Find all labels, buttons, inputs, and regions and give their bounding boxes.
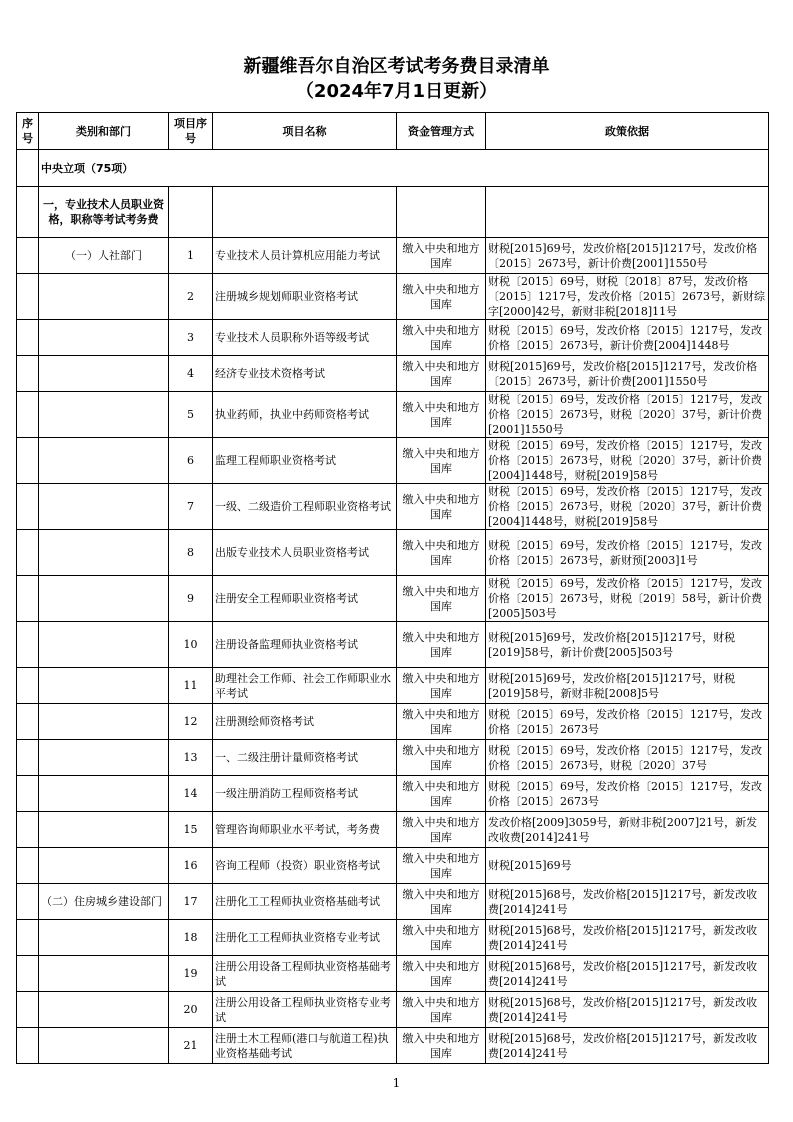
item-no-cell: 12 <box>169 704 213 740</box>
policy-cell: 财税[2015]68号，发改价格[2015]1217号，新发改收费[2014]241号 <box>486 956 769 992</box>
category-cell: （一）人社部门 <box>39 238 169 274</box>
mgmt-cell: 缴入中央和地方国库 <box>397 274 486 320</box>
mgmt-cell: 缴入中央和地方国库 <box>397 438 486 484</box>
mgmt-cell: 缴入中央和地方国库 <box>397 1028 486 1064</box>
table-row <box>17 274 769 320</box>
document-title: 新疆维吾尔自治区考试考务费目录清单 <box>243 56 550 77</box>
mgmt-cell: 缴入中央和地方国库 <box>397 238 486 274</box>
table-row <box>17 530 769 576</box>
table-row <box>17 848 769 884</box>
item-no-cell: 3 <box>169 320 213 356</box>
seq-cell <box>17 530 39 576</box>
item-name-cell: 专业技术人员计算机应用能力考试 <box>213 238 397 274</box>
table-row <box>17 1028 769 1064</box>
table-row <box>17 438 769 484</box>
policy-cell: 财税〔2015〕69号，发改价格〔2015〕1217号，发改价格〔2015〕2673号 <box>486 776 769 812</box>
item-no-cell: 21 <box>169 1028 213 1064</box>
mgmt-cell: 缴入中央和地方国库 <box>397 956 486 992</box>
header-row <box>17 113 769 150</box>
category-cell <box>39 812 169 848</box>
item-name-cell: 一级注册消防工程师资格考试 <box>213 776 397 812</box>
item-no-cell: 13 <box>169 740 213 776</box>
category-cell <box>39 668 169 704</box>
header-item-no: 项目序号 <box>169 113 213 150</box>
category-cell <box>39 438 169 484</box>
item-no-cell: 8 <box>169 530 213 576</box>
policy-cell: 财税〔2015〕69号，财税〔2018〕87号，发改价格〔2015〕1217号，发改价格〔2015〕2673号，新财综字[2000]42号，新财非税[2018]11号 <box>486 274 769 320</box>
policy-cell: 财税[2015]68号，发改价格[2015]1217号，新发改收费[2014]241号 <box>486 920 769 956</box>
header-category: 类别和部门 <box>39 113 169 150</box>
header-policy: 政策依据 <box>486 113 769 150</box>
seq-cell <box>17 812 39 848</box>
seq-cell <box>17 776 39 812</box>
table-row <box>17 320 769 356</box>
policy-cell: 发改价格[2009]3059号，新财非税[2007]21号，新发改收费[2014]241号 <box>486 812 769 848</box>
subsection-row <box>17 187 769 238</box>
category-cell: （二）住房城乡建设部门 <box>39 884 169 920</box>
item-no-cell: 11 <box>169 668 213 704</box>
policy-cell: 财税[2015]69号，发改价格[2015]1217号，财税[2019]58号，新财非税[2008]5号 <box>486 668 769 704</box>
policy-cell: 财税〔2015〕69号，发改价格〔2015〕1217号，发改价格〔2015〕2673号，新财预[2003]1号 <box>486 530 769 576</box>
seq-cell <box>17 392 39 438</box>
mgmt-cell: 缴入中央和地方国库 <box>397 848 486 884</box>
table-row <box>17 356 769 392</box>
policy-cell: 财税[2015]69号，发改价格[2015]1217号，发改价格〔2015〕2673号，新计价费[2001]1550号 <box>486 356 769 392</box>
item-name-cell: 注册安全工程师职业资格考试 <box>213 576 397 622</box>
item-no-cell: 9 <box>169 576 213 622</box>
mgmt-cell: 缴入中央和地方国库 <box>397 740 486 776</box>
table-row <box>17 884 769 920</box>
item-name-cell: 注册公用设备工程师执业资格基础考试 <box>213 956 397 992</box>
policy-cell: 财税[2015]69号，发改价格[2015]1217号，财税[2019]58号，新计价费[2005]503号 <box>486 622 769 668</box>
mgmt-cell: 缴入中央和地方国库 <box>397 392 486 438</box>
item-no-cell: 10 <box>169 622 213 668</box>
category-cell <box>39 740 169 776</box>
policy-cell: 财税〔2015〕69号，发改价格〔2015〕1217号，发改价格〔2015〕2673号 <box>486 704 769 740</box>
mgmt-cell: 缴入中央和地方国库 <box>397 668 486 704</box>
seq-cell <box>17 238 39 274</box>
item-name-cell: 注册城乡规划师职业资格考试 <box>213 274 397 320</box>
item-no-cell: 1 <box>169 238 213 274</box>
seq-cell <box>17 848 39 884</box>
item-no-cell: 16 <box>169 848 213 884</box>
section-label: 中央立项（75项） <box>39 150 769 187</box>
category-cell <box>39 530 169 576</box>
policy-cell: 财税[2015]68号，发改价格[2015]1217号，新发改收费[2014]241号 <box>486 884 769 920</box>
seq-cell <box>17 622 39 668</box>
table-row <box>17 704 769 740</box>
table-row <box>17 812 769 848</box>
page-number: 1 <box>392 1076 401 1090</box>
mgmt-cell: 缴入中央和地方国库 <box>397 576 486 622</box>
category-cell <box>39 622 169 668</box>
seq-cell <box>17 356 39 392</box>
table-row <box>17 740 769 776</box>
category-cell <box>39 320 169 356</box>
item-no-cell: 7 <box>169 484 213 530</box>
seq-cell <box>17 704 39 740</box>
seq-cell <box>17 1028 39 1064</box>
category-cell <box>39 484 169 530</box>
policy-cell: 财税〔2015〕69号，发改价格〔2015〕1217号，发改价格〔2015〕2673号，财税〔2019〕58号，新计价费[2005]503号 <box>486 576 769 622</box>
table-row <box>17 992 769 1028</box>
section-row <box>17 150 769 187</box>
policy-cell: 财税[2015]69号 <box>486 848 769 884</box>
item-no-cell: 5 <box>169 392 213 438</box>
table-row <box>17 238 769 274</box>
policy-cell: 财税〔2015〕69号，发改价格〔2015〕1217号，发改价格〔2015〕2673号，财税〔2020〕37号，新计价费[2004]1448号，财税[2019]58号 <box>486 484 769 530</box>
item-name-cell: 助理社会工作师、社会工作师职业水平考试 <box>213 668 397 704</box>
fee-table <box>16 112 769 1064</box>
subsection-label: 一，专业技术人员职业资格，职称等考试考务费 <box>39 187 169 238</box>
mgmt-cell: 缴入中央和地方国库 <box>397 530 486 576</box>
category-cell <box>39 920 169 956</box>
category-cell <box>39 992 169 1028</box>
mgmt-cell: 缴入中央和地方国库 <box>397 356 486 392</box>
table-row <box>17 484 769 530</box>
header-mgmt: 资金管理方式 <box>397 113 486 150</box>
mgmt-cell: 缴入中央和地方国库 <box>397 320 486 356</box>
policy-cell: 财税[2015]69号，发改价格[2015]1217号，发改价格〔2015〕2673号，新计价费[2001]1550号 <box>486 238 769 274</box>
item-no-cell: 4 <box>169 356 213 392</box>
category-cell <box>39 274 169 320</box>
table-row <box>17 576 769 622</box>
item-name-cell: 出版专业技术人员职业资格考试 <box>213 530 397 576</box>
policy-cell: 财税〔2015〕69号，发改价格〔2015〕1217号，发改价格〔2015〕2673号，财税〔2020〕37号 <box>486 740 769 776</box>
table-row <box>17 392 769 438</box>
seq-cell <box>17 438 39 484</box>
item-name-cell: 注册化工工程师执业资格专业考试 <box>213 920 397 956</box>
item-name-cell: 注册公用设备工程师执业资格专业考试 <box>213 992 397 1028</box>
item-name-cell: 一级、二级造价工程师职业资格考试 <box>213 484 397 530</box>
item-no-cell: 2 <box>169 274 213 320</box>
header-seq: 序号 <box>17 113 39 150</box>
category-cell <box>39 848 169 884</box>
category-cell <box>39 1028 169 1064</box>
item-name-cell: 监理工程师职业资格考试 <box>213 438 397 484</box>
seq-cell <box>17 576 39 622</box>
mgmt-cell: 缴入中央和地方国库 <box>397 920 486 956</box>
item-name-cell: 经济专业技术资格考试 <box>213 356 397 392</box>
mgmt-cell: 缴入中央和地方国库 <box>397 484 486 530</box>
item-name-cell: 注册土木工程师(港口与航道工程)执业资格基础考试 <box>213 1028 397 1064</box>
table-row <box>17 956 769 992</box>
category-cell <box>39 576 169 622</box>
policy-cell: 财税〔2015〕69号，发改价格〔2015〕1217号，发改价格〔2015〕2673号，财税〔2020〕37号，新计价费[2001]1550号 <box>486 392 769 438</box>
policy-cell: 财税[2015]68号，发改价格[2015]1217号，新发改收费[2014]241号 <box>486 1028 769 1064</box>
item-name-cell: 注册测绘师资格考试 <box>213 704 397 740</box>
document-subtitle: （2024年7月1日更新） <box>295 81 498 102</box>
table-row <box>17 668 769 704</box>
policy-cell: 财税[2015]68号，发改价格[2015]1217号，新发改收费[2014]241号 <box>486 992 769 1028</box>
seq-cell <box>17 484 39 530</box>
category-cell <box>39 776 169 812</box>
item-no-cell: 17 <box>169 884 213 920</box>
mgmt-cell: 缴入中央和地方国库 <box>397 812 486 848</box>
seq-cell <box>17 274 39 320</box>
category-cell <box>39 392 169 438</box>
category-cell <box>39 356 169 392</box>
item-no-cell: 18 <box>169 920 213 956</box>
item-no-cell: 6 <box>169 438 213 484</box>
item-name-cell: 执业药师，执业中药师资格考试 <box>213 392 397 438</box>
table-row <box>17 776 769 812</box>
item-no-cell: 20 <box>169 992 213 1028</box>
mgmt-cell: 缴入中央和地方国库 <box>397 776 486 812</box>
mgmt-cell: 缴入中央和地方国库 <box>397 992 486 1028</box>
item-name-cell: 管理咨询师职业水平考试，考务费 <box>213 812 397 848</box>
item-no-cell: 19 <box>169 956 213 992</box>
seq-cell <box>17 884 39 920</box>
seq-cell <box>17 668 39 704</box>
item-name-cell: 注册设备监理师执业资格考试 <box>213 622 397 668</box>
header-name: 项目名称 <box>213 113 397 150</box>
table-row <box>17 622 769 668</box>
category-cell <box>39 956 169 992</box>
table-row <box>17 920 769 956</box>
policy-cell: 财税〔2015〕69号，发改价格〔2015〕1217号，发改价格〔2015〕2673号，财税〔2020〕37号，新计价费[2004]1448号，财税[2019]58号 <box>486 438 769 484</box>
seq-cell <box>17 920 39 956</box>
category-cell <box>39 704 169 740</box>
mgmt-cell: 缴入中央和地方国库 <box>397 704 486 740</box>
mgmt-cell: 缴入中央和地方国库 <box>397 622 486 668</box>
item-name-cell: 专业技术人员职称外语等级考试 <box>213 320 397 356</box>
item-no-cell: 14 <box>169 776 213 812</box>
seq-cell <box>17 956 39 992</box>
seq-cell <box>17 740 39 776</box>
item-name-cell: 咨询工程师（投资）职业资格考试 <box>213 848 397 884</box>
mgmt-cell: 缴入中央和地方国库 <box>397 884 486 920</box>
item-no-cell: 15 <box>169 812 213 848</box>
seq-cell <box>17 320 39 356</box>
item-name-cell: 一、二级注册计量师资格考试 <box>213 740 397 776</box>
item-name-cell: 注册化工工程师执业资格基础考试 <box>213 884 397 920</box>
policy-cell: 财税〔2015〕69号，发改价格〔2015〕1217号，发改价格〔2015〕2673号，新计价费[2004]1448号 <box>486 320 769 356</box>
seq-cell <box>17 992 39 1028</box>
